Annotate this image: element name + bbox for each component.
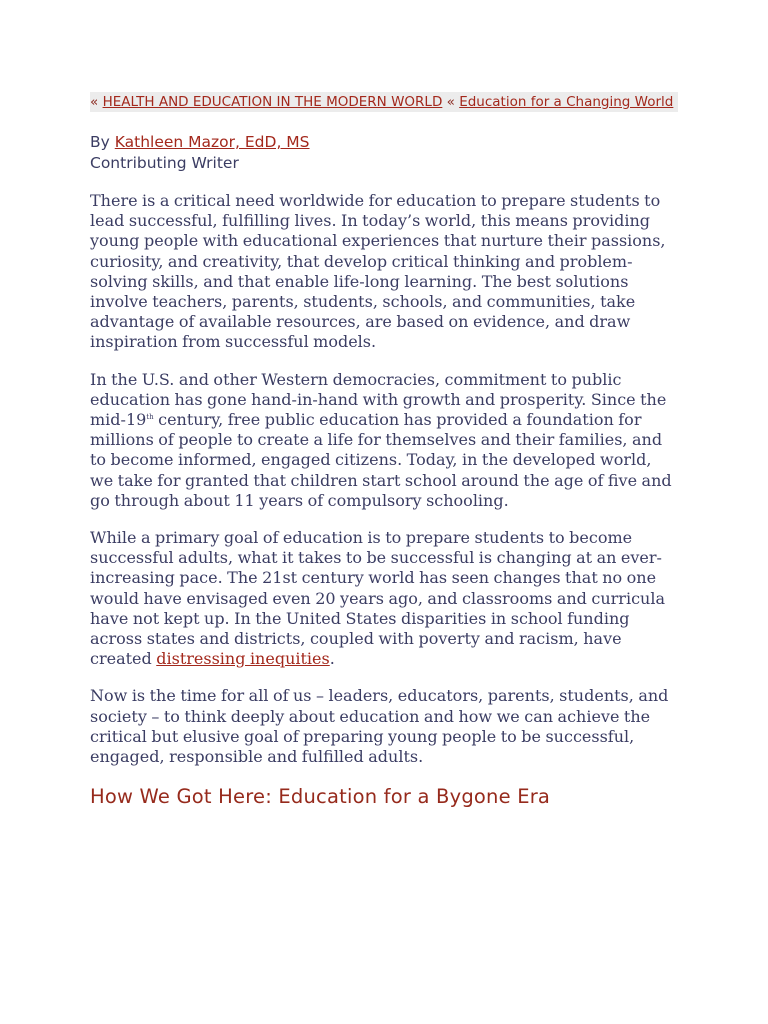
paragraph-1: There is a critical need worldwide for education to prepare students to lead successful, fulfilling lives. In today’s world, this means providing young people with educational experiences that nurture their passions, curiosity, and creativity, that develop critical thinking and problem-solving skills, and that enable life-long learning. The best solutions involve teachers, parents, students, schools, and communities, take advantage of available resources, are based on evidence, and draw inspiration from successful models.: [90, 191, 666, 352]
paragraph-2: [90, 370, 678, 511]
paragraph-3-text-b: .: [329, 649, 335, 669]
distressing-inequities-link[interactable]: distressing inequities: [156, 649, 330, 669]
article: [90, 92, 678, 825]
superscript-th: th: [146, 413, 154, 422]
breadcrumb-link-health-education[interactable]: HEALTH AND EDUCATION IN THE MODERN WORLD: [102, 94, 443, 110]
author-link[interactable]: Kathleen Mazor, EdD, MS: [114, 133, 310, 151]
author-role: Contributing Writer: [90, 154, 239, 172]
paragraph-3-text-a: While a primary goal of education is to prepare students to become successful adults, what it takes to be successful is changing at an ever-increasing pace. The 21st century world has seen changes that no one would have envisaged even 20 years ago, and classrooms and curricula have not kept up. In the United States disparities in school funding across states and districts, coupled with poverty and racism, have created: [90, 528, 665, 669]
section-heading: How We Got Here: Education for a Bygone Era: [90, 785, 551, 809]
breadcrumb: [90, 92, 678, 112]
byline-by: By: [90, 133, 110, 151]
paragraph-2-text-b: century, free public education has provided a foundation for millions of people to create a life for themselves and their families, and to become informed, engaged citizens. Today, in the developed world, we take for granted that children start school around the age of five and go through about 11 years of compulsory schooling.: [90, 410, 672, 510]
byline: [90, 132, 678, 174]
paragraph-2-text-a: In the U.S. and other Western democracies, commitment to public education has gone hand-in-hand with growth and prosperity. Since the mid-19: [90, 369, 667, 430]
breadcrumb-separator: «: [90, 94, 99, 110]
breadcrumb-separator: «: [446, 94, 455, 110]
paragraph-4: Now is the time for all of us – leaders, educators, parents, students, and society – to think deeply about education and how we can achieve the critical but elusive goal of preparing young people to be successful, engaged, responsible and fulfilled adults.: [90, 686, 669, 767]
paragraph-3: [90, 528, 678, 669]
breadcrumb-link-changing-world[interactable]: Education for a Changing World: [459, 94, 674, 110]
